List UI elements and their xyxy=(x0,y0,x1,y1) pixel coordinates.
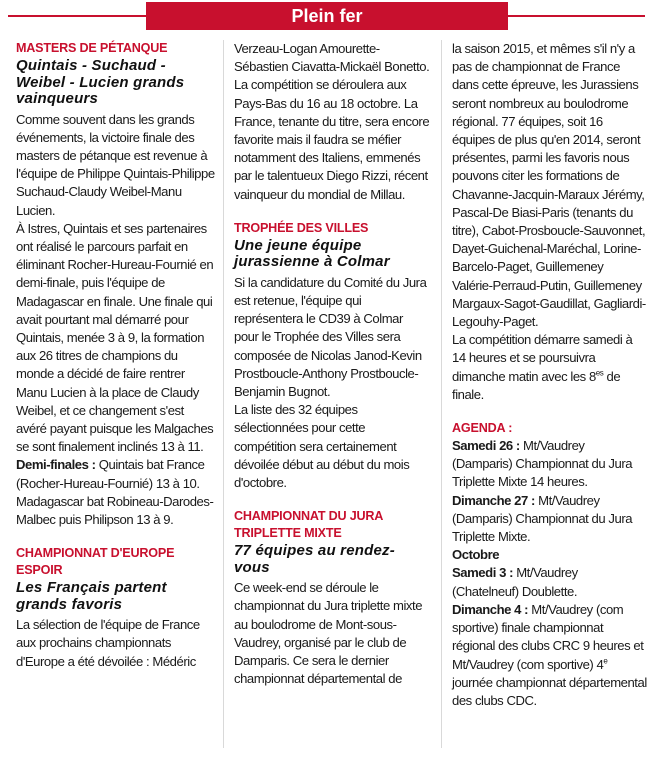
agenda-text: journée championnat départemental des clubs CDC. xyxy=(452,674,647,708)
article-paragraph: Si la candidature du Comité du Jura est retenue, l'équipe qui représentera le CD39 à Colmar pour le Trophée des Villes sera composée de Nicolas Janod-Kevin Prostboucle-Anthony Prostboucle-Benjamin Bugnot. xyxy=(234,274,427,400)
article-headline: Une jeune équipe jurassienne à Colmar xyxy=(234,236,390,271)
superscript: es xyxy=(595,368,604,378)
column-divider xyxy=(223,40,224,748)
column-3 xyxy=(452,40,647,710)
article-paragraph: À Istres, Quintais et ses partenaires ont réalisé le parcours parfait en éliminant Rocher-Hureau-Fournié en demi-finale, puis l'équipe de Madagascar en finale. Une finale qui avait pourtant mal démarré pour Quintais, menée 3 à 9, la formation aux 26 titres de champions du monde a décidé de faire rentrer Manu Lucien à la place de Claudy Weibel, et ce changement s'est avéré payant puisque les Malgaches se sont finalement inclinés 13 à 11. xyxy=(16,220,214,455)
article-paragraph xyxy=(16,456,216,529)
agenda-text: Mt/Vaudrey (com sportive) finale championnat régional des clubs CRC 9 heures et Mt/Vaudrey (com sportive) 4 xyxy=(452,601,644,672)
article-paragraph: Ce week-end se déroule le championnat du Jura triplette mixte au boulodrome de Mont-sous-Vaudrey, organisé par le club de Damparis. Ce sera le dernier championnat départemental de xyxy=(234,580,423,687)
agenda-text: Mt/Vaudrey (Damparis) Championnat du Jura Triplette Mixte. xyxy=(452,492,633,545)
inline-text: Quintais bat France (Rocher-Hureau-Fournié) 13 à 10. Madagascar bat Robineau-Darodes-Malbec puis Philipson 13 à 9. xyxy=(16,457,214,527)
agenda-text: Mt/Vaudrey (Damparis) Championnat du Jura Triplette Mixte 14 heures. xyxy=(452,438,633,490)
section-kicker: CHAMPIONNAT DU JURA TRIPLETTE MIXTE xyxy=(234,509,383,541)
agenda-date: Samedi 3 : xyxy=(452,565,513,581)
article-headline: Quintais - Suchaud - Weibel - Lucien grands vainqueurs xyxy=(16,57,185,107)
section-kicker: CHAMPIONNAT D'EUROPE ESPOIR xyxy=(16,546,175,578)
agenda-entry xyxy=(452,601,647,710)
article-paragraph: Verzeau-Logan Amourette-Sébastien Ciavatta-Mickaël Bonetto. xyxy=(234,41,430,75)
agenda-entry xyxy=(452,492,647,547)
agenda-date: Dimanche 27 : xyxy=(452,492,535,508)
inline-label: Demi-finales : xyxy=(16,457,96,473)
column-divider xyxy=(441,40,442,748)
article-paragraph: Comme souvent dans les grands événements, la victoire finale des masters de pétanque est revenue à l'équipe de Philippe Quintais-Philippe Suchaud-Claudy Weibel-Manu Lucien. xyxy=(16,111,215,218)
agenda-text: Mt/Vaudrey (Chatelneuf) Doublette. xyxy=(452,565,578,599)
article-paragraph xyxy=(452,331,647,404)
agenda-entry xyxy=(452,564,647,600)
article-paragraph: la saison 2015, et mêmes s'il n'y a pas de championnat de France dans cette épreuve, les Jurassiens seront nombreux au boulodrome régional. 77 équipes, soit 16 équipes de plus qu'en 2014, seront présentes, parmi les favoris nous pouvons citer les formations de Chavanne-Jacquin-Maraux Jérémy, Pascal-De Biasi-Paris (tenants du titre), Cabot-Prosboucle-Sauvonnet, Dayet-Guichenal-Maréchal, Lorine-Barcelo-Paget, Guillemeney Valérie-Perraud-Putin, Guillemeney Margaux-Sagot-Gaudillat, Gagliardi-Legouhy-Paget. xyxy=(452,41,646,330)
column-1 xyxy=(16,40,216,671)
agenda-kicker: AGENDA : xyxy=(452,421,513,436)
article-headline: 77 équipes au rendez-vous xyxy=(234,542,395,576)
section-kicker: TROPHÉE DES VILLES xyxy=(234,220,369,235)
article-paragraph: La sélection de l'équipe de France aux prochains championnats d'Europe a été dévoilée : Médéric xyxy=(16,617,200,669)
article-paragraph: La compétition se déroulera aux Pays-Bas du 16 au 18 octobre. La France, tenante du titre, sera encore favorite mais il faudra se méfier notamment des Italiens, emmenés par le talentueux Diego Rizzi, récent vainqueur du mondial de Millau. xyxy=(234,77,430,202)
agenda-entry xyxy=(452,437,647,492)
agenda-date: Samedi 26 : xyxy=(452,438,520,454)
column-2 xyxy=(234,40,430,688)
article-paragraph: La liste des 32 équipes sélectionnées pour cette compétition sera certainement dévoilée début au début du mois d'octobre. xyxy=(234,402,410,491)
section-kicker: MASTERS DE PÉTANQUE xyxy=(16,41,168,55)
article-headline: Les Français partent grands favoris xyxy=(16,579,167,613)
superscript: e xyxy=(603,656,608,666)
inline-text: La compétition démarre samedi à 14 heures et se poursuivra dimanche matin avec les 8 xyxy=(452,332,633,384)
agenda-date: Dimanche 4 : xyxy=(452,601,529,617)
page-header xyxy=(0,0,653,32)
agenda-month: Octobre xyxy=(452,547,500,563)
header-title: Plein fer xyxy=(146,2,508,30)
inline-text: de finale. xyxy=(452,368,621,402)
